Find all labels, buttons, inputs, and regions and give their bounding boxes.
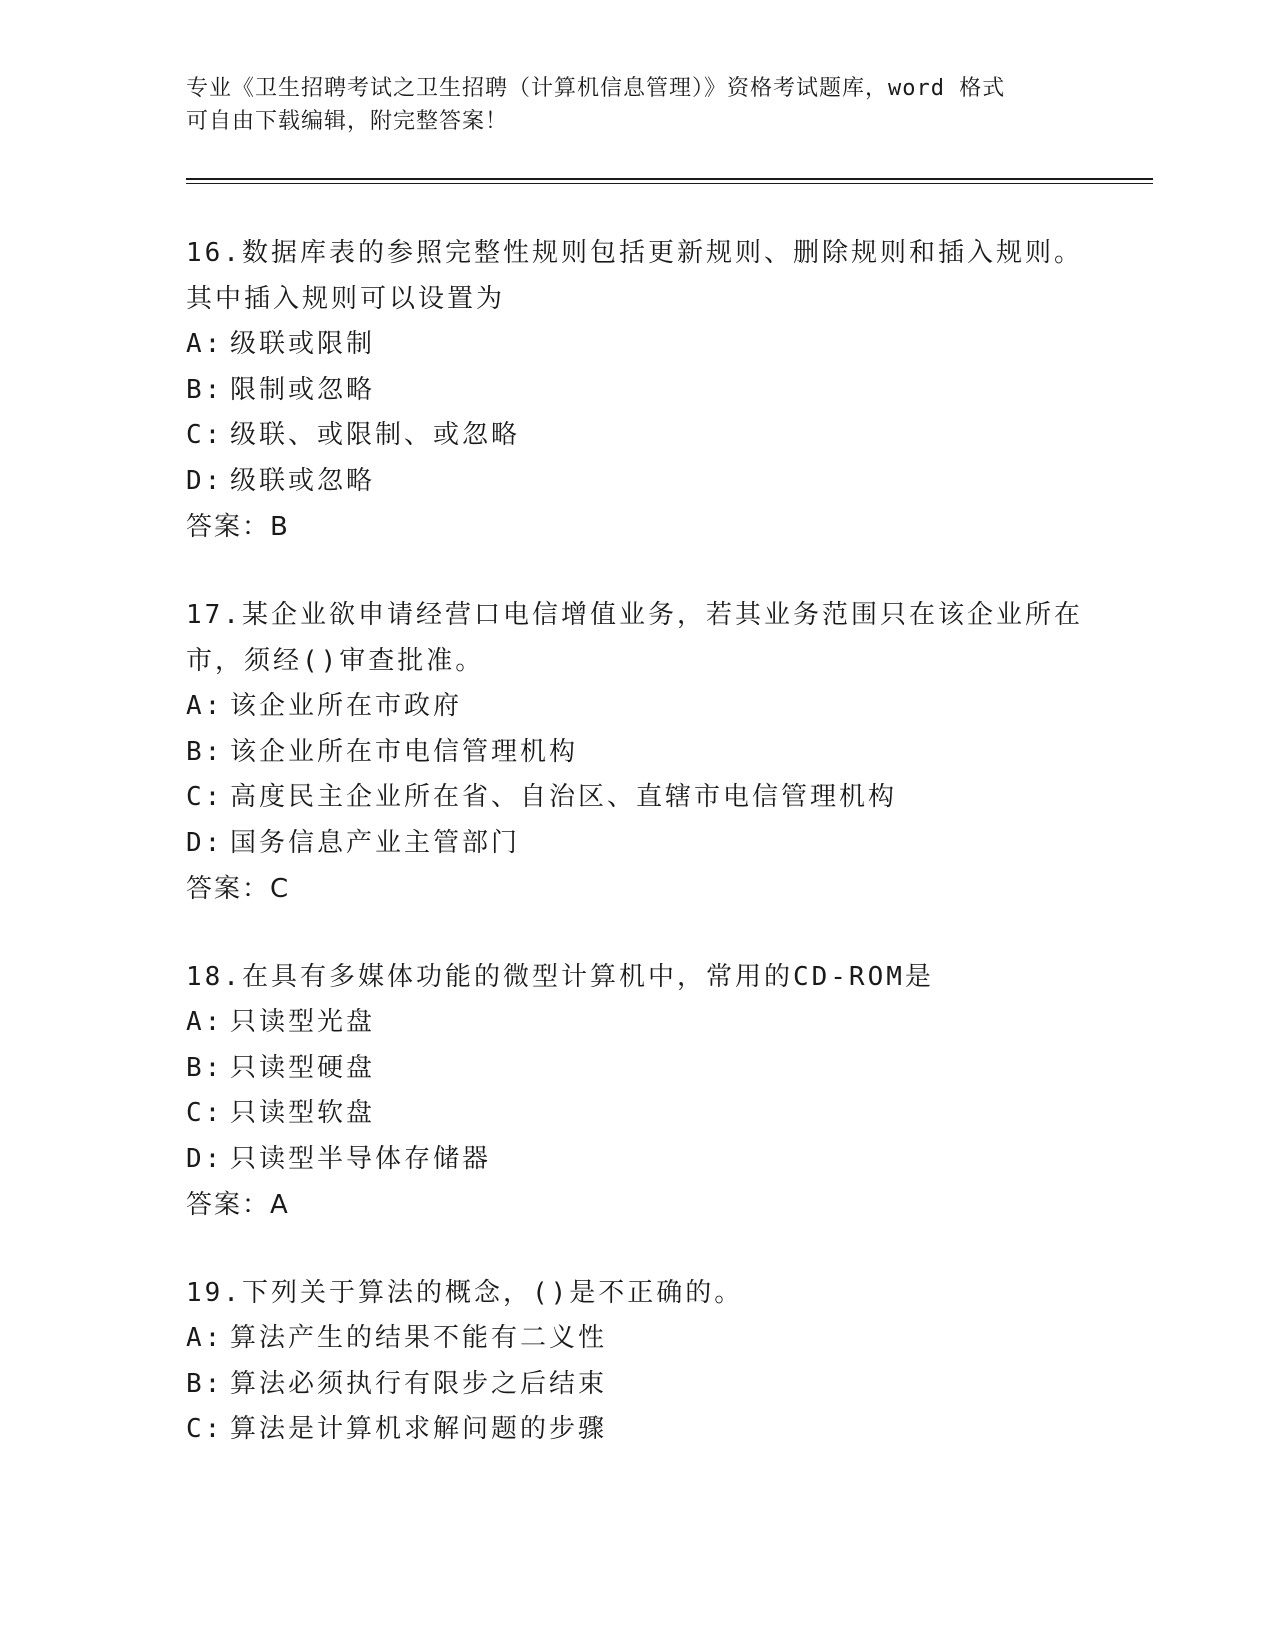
option-text: 级联、或限制、或忽略 [230,420,521,450]
option-a [186,1316,1086,1362]
document-header [186,72,1066,138]
option-text: 级联或限制 [230,329,376,359]
option-letter: C: [186,420,224,450]
option-b [186,368,1086,414]
option-letter: B: [186,736,224,767]
option-letter: A: [186,1323,224,1353]
option-d [186,821,1086,867]
option-b [186,730,1086,776]
option-letter: B: [186,374,224,405]
header-line-2: 可自由下载编辑，附完整答案！ [186,109,509,134]
question-16 [186,230,1086,550]
answer-line: 答案：A [186,1190,290,1220]
question-stem: 19.下列关于算法的概念，()是不正确的。 [186,1278,744,1308]
option-letter: B: [186,1368,224,1399]
question-19 [186,1270,1086,1453]
option-letter: C: [186,1414,224,1444]
question-stem: 18.在具有多媒体功能的微型计算机中，常用的CD-ROM是 [186,962,934,992]
question-17 [186,592,1086,912]
option-a [186,684,1086,730]
question-stem: 16.数据库表的参照完整性规则包括更新规则、删除规则和插入规则。其中插入规则可以设置为 [186,238,1083,314]
option-a [186,322,1086,368]
option-text: 只读型光盘 [230,1007,376,1037]
question-stem: 17.某企业欲申请经营口电信增值业务，若其业务范围只在该企业所在市，须经()审查批准。 [186,600,1083,676]
option-text: 算法必须执行有限步之后结束 [230,1368,608,1399]
question-list [186,230,1086,1495]
option-c [186,775,1086,821]
question-18 [186,954,1086,1228]
option-text: 国务信息产业主管部门 [230,827,521,858]
option-text: 算法是计算机求解问题的步骤 [230,1414,608,1444]
option-a [186,1000,1086,1046]
header-line-1: 专业《卫生招聘考试之卫生招聘（计算机信息管理）》资格考试题库，word 格式 [186,76,1006,101]
option-letter: C: [186,1098,224,1128]
option-b [186,1046,1086,1092]
option-b [186,1362,1086,1408]
option-letter: D: [186,465,224,496]
answer-line: 答案：C [186,874,291,904]
option-text: 算法产生的结果不能有二义性 [230,1323,608,1353]
option-letter: A: [186,691,224,721]
option-text: 该企业所在市政府 [230,691,463,721]
option-d [186,1137,1086,1183]
option-d [186,459,1086,505]
option-letter: A: [186,1007,224,1037]
option-c [186,413,1086,459]
option-text: 限制或忽略 [230,374,376,405]
option-c [186,1091,1086,1137]
option-letter: A: [186,329,224,359]
option-text: 只读型半导体存储器 [230,1143,492,1174]
option-text: 级联或忽略 [230,465,376,496]
option-c [186,1407,1086,1453]
option-letter: D: [186,827,224,858]
option-letter: C: [186,782,224,812]
header-divider [186,178,1153,184]
answer-line: 答案：B [186,512,290,542]
option-text: 只读型软盘 [230,1098,376,1128]
option-letter: D: [186,1143,224,1174]
option-letter: B: [186,1052,224,1083]
option-text: 高度民主企业所在省、自治区、直辖市电信管理机构 [230,782,898,812]
option-text: 只读型硬盘 [230,1052,376,1083]
option-text: 该企业所在市电信管理机构 [230,736,579,767]
